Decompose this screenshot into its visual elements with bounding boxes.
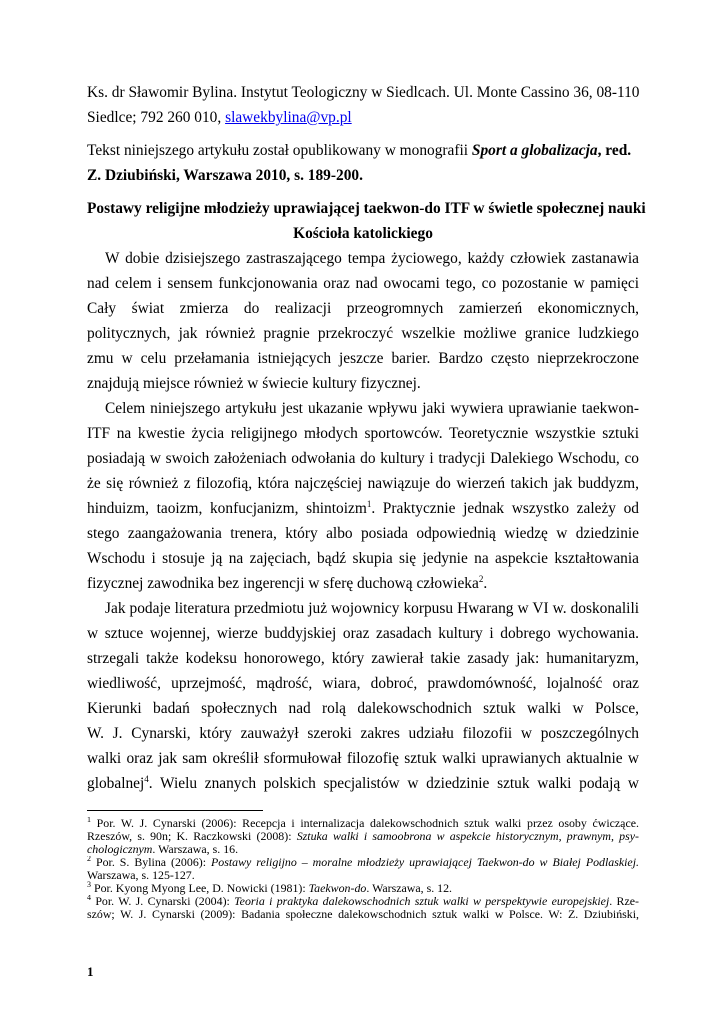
p3-line-text: globalnej bbox=[87, 775, 145, 792]
footnote-text: . Warszawa, s. 16. bbox=[152, 842, 239, 856]
footnote-3-line bbox=[87, 882, 639, 895]
email-link[interactable]: slawekbylina@vp.pl bbox=[225, 109, 352, 126]
footnote-4-line bbox=[87, 895, 639, 908]
author-contact: Siedlce; 792 260 010, bbox=[87, 109, 226, 126]
p3-line-text: . Wielu znanych polskich specjalistów w dziedzinie sztuk walki podają w bbox=[148, 775, 639, 792]
footnote-italic-title: Taekwon-do bbox=[308, 881, 367, 895]
footnote-number-1: 1 bbox=[87, 817, 91, 825]
author-line-2 bbox=[87, 105, 639, 130]
p3-line: W. J. Cynarski, który zauważył szeroki zakres udziału filozofii w poszczególnych bbox=[87, 725, 639, 742]
p1-line: politycznych, jak również pragnie przekroczyć wszelkie możliwe granice ludzkiego bbox=[87, 325, 639, 342]
p3-line bbox=[87, 671, 639, 696]
p3-line: w sztuce wojennej, wierze buddyjskiej oraz zasadach kultury i dobrego wychowania. bbox=[87, 625, 639, 642]
footnote-1-line bbox=[87, 817, 639, 830]
p1-line: znajdują miejsce również w świecie kultury fizycznej. bbox=[87, 375, 421, 392]
publication-note-text: Tekst niniejszego artykułu został opublikowany w monografii bbox=[87, 142, 472, 159]
p3-line: walki oraz jak sam określił sformułował filozofię sztuk walki uprawianych aktualnie w bbox=[87, 750, 639, 767]
footnote-italic-title: Postawy religijno – moralne młodzieży uprawiającej Taekwon-do w Białej Podlaskiej. bbox=[211, 856, 639, 869]
footnote-italic-title: Teoria i praktyka dalekowschodnich sztuk walki w perspektywie europejskiej bbox=[234, 895, 610, 908]
p2-line: ITF na kwestie życia religijnego młodych sportowców. Teoretycznie wszystkie sztuki bbox=[87, 425, 639, 442]
p2-line bbox=[87, 496, 639, 521]
p1-line: nad celem i sensem funkcjonowania oraz nad owocami tego, co pozostanie w pamięci bbox=[87, 275, 639, 292]
footnote-ref-1[interactable]: 1 bbox=[366, 498, 372, 509]
p2-line: stego zaangażowania trenera, który albo posiada odpowiednią wiedzę w dziedzinie bbox=[87, 525, 639, 542]
footnote-text: Por. Kyong Myong Lee, D. Nowicki (1981): bbox=[91, 881, 309, 895]
publication-note-line-1 bbox=[87, 138, 639, 163]
footnote-italic-title: Sztuka walki i samoobrona w aspekcie historycznym, prawnym, psy- bbox=[296, 830, 639, 843]
footnote-number-4: 4 bbox=[87, 895, 91, 903]
p2-line bbox=[87, 571, 639, 596]
p2-line-text: . bbox=[483, 575, 488, 592]
p3-line: Kierunki badań społecznych nad rolą dalekowschodnich sztuk walki w Polsce, bbox=[87, 700, 639, 717]
p2-line: Wschodu i stosuje ją na zajęciach, bądź skupia się jedynie na aspekcie kształtowania bbox=[87, 550, 639, 567]
footnote-4-line: szów; W. J. Cynarski (2009): Badania społeczne dalekowschodnich sztuk walki w Polsce. W: Z. Dziubiński, bbox=[87, 908, 639, 921]
author-line-1: Ks. dr Sławomir Bylina. Instytut Teologiczny w Siedlcach. Ul. Monte Cassino 36, 08-110 bbox=[87, 84, 640, 101]
footnote-separator bbox=[87, 810, 263, 811]
p2-line-text: fizycznej zawodnika bez ingerencji w sferę duchową człowieka bbox=[87, 575, 479, 592]
article-title-line-2: Kościoła katolickiego bbox=[293, 225, 433, 242]
p2-line: Celem niniejszego artykułu jest ukazanie wpływu jaki wywiera uprawianie taekwon- bbox=[105, 400, 639, 417]
p2-line: posiadają w swoich założeniach odwołania do kultury i tradycji Dalekiego Wschodu, co bbox=[87, 450, 639, 467]
footnotes bbox=[87, 817, 639, 921]
p3-line: Jak podaje literatura przedmiotu już wojownicy korpusu Hwarang w VI w. doskonalili bbox=[105, 600, 639, 617]
p1-line: W dobie dzisiejszego zastraszającego tempa życiowego, każdy człowiek zastanawia bbox=[105, 250, 639, 267]
p1-line: zmu w celu przełamania istniejących jeszcze barier. Bardzo często nieprzekroczone bbox=[87, 350, 639, 367]
p1-line: Cały świat zmierza do realizacji przeogromnych zamierzeń ekonomicznych, bbox=[87, 300, 639, 317]
footnote-1-line bbox=[87, 843, 639, 856]
page-content bbox=[87, 80, 646, 921]
footnote-2-line: Warszawa, s. 125-127. bbox=[87, 868, 195, 882]
footnote-text: Por. S. Bylina (2006): bbox=[91, 856, 211, 869]
p2-line-text: hinduizm, taoizm, konfucjanizm, shintoizm bbox=[87, 500, 367, 517]
footnote-ref-4[interactable]: 4 bbox=[144, 773, 149, 784]
p3-line bbox=[87, 771, 639, 796]
p3-line: strzegali także kodeksu honorowego, który zawierał takie zasady jak: humanitaryzm, bbox=[87, 650, 639, 667]
publication-editor-label: , red. bbox=[597, 142, 632, 159]
footnote-number-2: 2 bbox=[87, 856, 91, 864]
p2-line: że się również z filozofią, która najczęściej nawiązuje do wierzeń takich jak buddyzm, bbox=[87, 475, 639, 492]
p2-line-text: . Praktycznie jednak wszystko zależy od bbox=[371, 500, 639, 517]
footnote-text: . Warszawa, s. 12. bbox=[366, 881, 453, 895]
publication-title: Sport a globalizacja bbox=[471, 142, 598, 159]
footnote-number-3: 3 bbox=[87, 880, 91, 890]
publication-note-line-2: Z. Dziubiński, Warszawa 2010, s. 189-200. bbox=[87, 167, 363, 184]
article-title-line-1: Postawy religijne młodzieży uprawiającej taekwon-do ITF w świetle społecznej nauki bbox=[87, 200, 646, 217]
footnote-text: Por. W. J. Cynarski (2004): bbox=[91, 895, 235, 908]
footnote-text: Rzeszów, s. 90n; K. Raczkowski (2008): bbox=[87, 830, 297, 843]
footnote-ref-2[interactable]: 2 bbox=[478, 573, 484, 584]
footnote-text: Por. W. J. Cynarski (2006): Recepcja i internalizacja dalekowschodnich sztuk walki przez osoby ćwiczące. bbox=[91, 817, 639, 830]
footnote-text: . Rze- bbox=[609, 895, 639, 908]
page-number: 1 bbox=[87, 964, 94, 979]
p3-line-text: wiedliwość, uprzejmość, mądrość, wiara, dobroć, prawdomówność, lojalność oraz bbox=[87, 675, 639, 692]
footnote-italic-title: chologicznym bbox=[87, 842, 153, 856]
